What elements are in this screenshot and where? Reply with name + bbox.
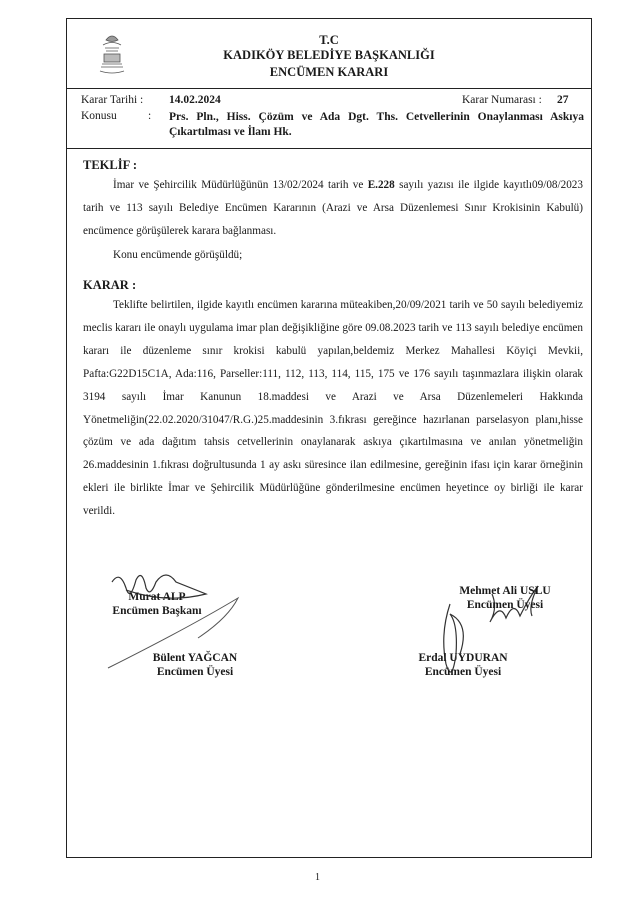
subject-value: Prs. Pln., Hiss. Çözüm ve Ada Dgt. Ths. Cetvellerinin Onaylanması Askıya Çıkartılması ve İlanı Hk. (169, 111, 584, 138)
subject-label: Konusu (81, 110, 117, 122)
teklif-heading: TEKLİF : (83, 158, 138, 172)
teklif-discussed: Konu encümende görüşüldü; (113, 249, 243, 261)
signatory-name: Mehmet Ali USLU (459, 585, 551, 597)
signatory-role: Encümen Başkanı (112, 605, 202, 617)
karar-paragraph (83, 294, 583, 523)
signature-block-member-1 (440, 584, 570, 612)
teklif-reference: E.228 (367, 179, 395, 191)
decision-number-value: 27 (557, 94, 569, 106)
signatory-role: Encümen Üyesi (156, 666, 234, 678)
subject-colon: : (148, 110, 152, 122)
meta-divider (66, 148, 592, 149)
signatory-name: Bülent YAĞCAN (152, 652, 238, 664)
header-tc: T.C (319, 33, 339, 47)
karar-text: Teklifte belirtilen, ilgide kayıtlı encümen kararına müteakiben,20/09/2021 tarih ve 50 sayılı belediyemiz meclis kararı ile onaylı uygulama imar plan değişikliğine göre 09.08.2023 tarih ve 113 sayılı belediye encümen kararı ile düzenleme sınır krokisi kabulü yapılan,beldemiz Merkez Mahallesi Köyiçi Mevkii, Pafta:G22D15C1A, Ada:116, Parseller:111, 112, 113, 114, 115, 175 ve 176 sayılı taşınmazlara ilişkin olarak 3194 sayılı İmar Kanunun 18.maddesi ve Arazi ve Arsa Düzenlemeleri Hakkında Yönetmeliğin(22.02.2020/31047/R.G.)25.maddesinin 3.fıkrası gereğince hazırlanan parselasyon planı,hisse çözüm ve ada dağıtım tahsis cetvellerinin onaylanarak askıya çıkartılmasına ve anılan yönetmeliğin 26.maddesinin 1.fıkrası doğrultusunda 1 ay askı süresince ilan edilmesine, gereğinin ifası için karar örneğinin ekleri ile birlikte İmar ve Şehircilik Müdürlüğüne gönderilmesine encümen heyetince oy birliği ile karar verildi. (83, 299, 583, 518)
header-divider (66, 88, 592, 89)
signatory-name: Erdal UYDURAN (418, 652, 508, 664)
page-number: 1 (315, 872, 320, 883)
teklif-text-b: sayılı yazısı ile ilgide kayıtlı09/08/2023 tarih ve 113 sayılı Belediye Encümen Kararının (Arazi ve Arsa Düzenlemesi Sınır Krokisinin Kabulü) encümence görüşülerek karara bağlanması. (83, 179, 583, 237)
signatory-role: Encümen Üyesi (466, 599, 544, 611)
karar-heading: KARAR : (83, 278, 137, 292)
decision-number-label: Karar Numarası : (462, 94, 542, 106)
header-document-type: ENCÜMEN KARARI (269, 65, 389, 79)
signatory-role: Encümen Üyesi (424, 666, 502, 678)
decision-date-value: 14.02.2024 (169, 94, 221, 106)
signature-block-chair (82, 590, 232, 618)
signatory-name: Murat ALP (128, 591, 186, 603)
teklif-paragraph (83, 174, 583, 242)
teklif-text-a: İmar ve Şehircilik Müdürlüğünün 13/02/2024 tarih ve (113, 179, 368, 191)
header-municipality: KADIKÖY BELEDİYE BAŞKANLIĞI (223, 48, 435, 62)
signature-block-member-2 (130, 651, 260, 679)
decision-date-label: Karar Tarihi : (81, 94, 144, 106)
signature-block-member-3 (398, 651, 528, 679)
